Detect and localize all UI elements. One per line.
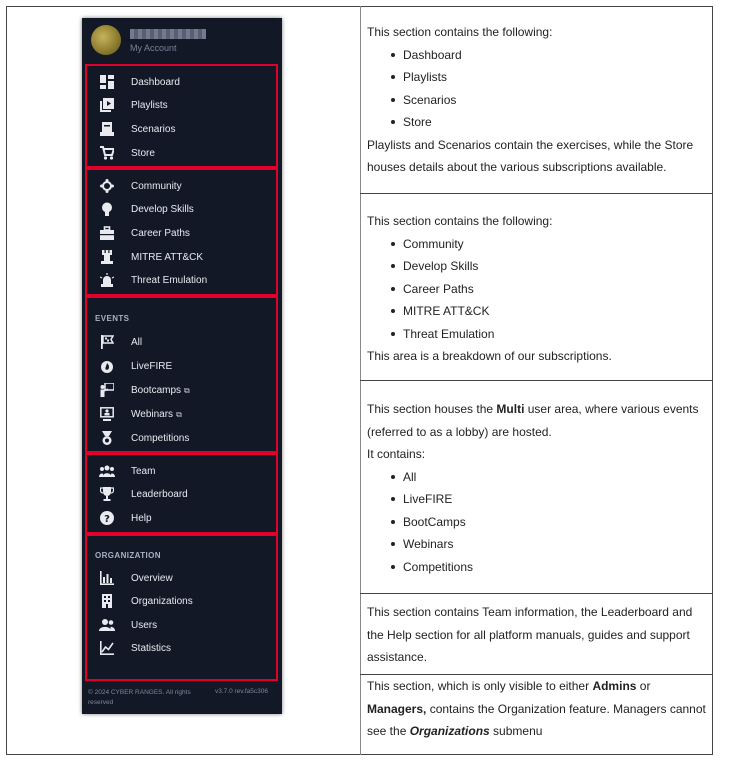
section-3-description bbox=[367, 398, 707, 578]
sidebar-item-label: Community bbox=[131, 181, 182, 192]
sidebar-item-label: Webinars ⧉ bbox=[131, 409, 182, 420]
sidebar-item-webinars[interactable] bbox=[87, 405, 276, 425]
my-account-link[interactable]: My Account bbox=[130, 43, 177, 53]
sidebar-screenshot bbox=[82, 18, 282, 714]
sidebar-item-label: Team bbox=[131, 466, 156, 477]
sidebar-item-label: Develop Skills bbox=[131, 204, 194, 215]
section-2-list bbox=[367, 233, 707, 346]
section-2-description bbox=[367, 210, 707, 368]
list-item: BootCamps bbox=[367, 511, 707, 534]
avatar[interactable] bbox=[91, 25, 121, 55]
dashboard-icon bbox=[99, 75, 115, 91]
sidebar-item-team[interactable] bbox=[87, 462, 276, 482]
sidebar-item-store[interactable] bbox=[87, 144, 276, 164]
section-3-intro: This section houses the Multi user area, where various events (referred to as a lobby) are hosted. bbox=[367, 402, 699, 439]
section-2-outro: This area is a breakdown of our subscriptions. bbox=[367, 349, 612, 363]
help-icon bbox=[99, 511, 115, 527]
building-icon bbox=[99, 594, 115, 610]
sidebar-item-label: Organizations bbox=[131, 596, 193, 607]
sidebar-item-label: LiveFIRE bbox=[131, 361, 173, 372]
rook-icon bbox=[99, 250, 115, 266]
sidebar-item-label: Overview bbox=[131, 573, 173, 584]
account-header[interactable] bbox=[82, 18, 282, 62]
sidebar-item-label: Leaderboard bbox=[131, 489, 188, 500]
section-5-description: This section, which is only visible to either Admins or Managers, contains the Organization feature. Managers cannot see the Organizations submenu bbox=[367, 679, 706, 738]
list-item: Develop Skills bbox=[367, 255, 707, 278]
sidebar-item-label: Competitions bbox=[131, 433, 190, 444]
sidebar-item-organizations[interactable] bbox=[87, 592, 276, 612]
list-item: Dashboard bbox=[367, 44, 707, 67]
nav-group-events bbox=[85, 296, 278, 453]
sidebar-item-leaderboard[interactable] bbox=[87, 485, 276, 505]
sidebar-item-label: MITRE ATT&CK bbox=[131, 252, 204, 263]
section-4-description: This section contains Team information, the Leaderboard and the Help section for all platform manuals, guides and support assistance. bbox=[367, 605, 693, 664]
sidebar-item-career-paths[interactable] bbox=[87, 224, 276, 244]
row-divider bbox=[360, 380, 713, 381]
nav-group-main bbox=[85, 64, 278, 168]
section-3-list bbox=[367, 466, 707, 579]
sidebar-item-all[interactable] bbox=[87, 333, 276, 353]
row-divider bbox=[360, 593, 713, 594]
medal-icon bbox=[99, 431, 115, 447]
sidebar-item-label: Scenarios bbox=[131, 124, 176, 135]
sidebar-item-label: Users bbox=[131, 620, 158, 631]
events-header: EVENTS bbox=[95, 314, 130, 323]
section-1-list bbox=[367, 44, 707, 134]
section-1-intro: This section contains the following: bbox=[367, 25, 553, 39]
sidebar-item-label: Career Paths bbox=[131, 228, 190, 239]
list-item: Playlists bbox=[367, 66, 707, 89]
sidebar-item-label: Bootcamps ⧉ bbox=[131, 385, 190, 396]
fire-icon bbox=[99, 359, 115, 375]
redacted-username bbox=[130, 29, 206, 39]
briefcase-icon bbox=[99, 226, 115, 242]
sidebar-item-label: All bbox=[131, 337, 143, 348]
sidebar-item-label: Statistics bbox=[131, 643, 172, 654]
footer-copyright: © 2024 CYBER RANGES. All rights reserved bbox=[88, 689, 191, 706]
sidebar-item-livefire[interactable] bbox=[87, 357, 276, 377]
organization-header: ORGANIZATION bbox=[95, 551, 161, 560]
list-item: Community bbox=[367, 233, 707, 256]
list-item: Webinars bbox=[367, 533, 707, 556]
sidebar-item-help[interactable] bbox=[87, 509, 276, 529]
list-item: Competitions bbox=[367, 556, 707, 579]
cart-icon bbox=[99, 146, 115, 162]
section-2-intro: This section contains the following: bbox=[367, 214, 553, 228]
section-3-contains: It contains: bbox=[367, 447, 426, 461]
section-1-outro: Playlists and Scenarios contain the exercises, while the Store houses details about the various subscriptions available. bbox=[367, 137, 694, 174]
flag-icon bbox=[99, 335, 115, 351]
trophy-icon bbox=[99, 487, 115, 503]
sidebar-item-statistics[interactable] bbox=[87, 639, 276, 659]
team-icon bbox=[99, 464, 115, 480]
nav-group-subscriptions bbox=[85, 168, 278, 296]
playlist-icon bbox=[99, 98, 115, 114]
sidebar-item-overview[interactable] bbox=[87, 569, 276, 589]
sidebar-item-users[interactable] bbox=[87, 616, 276, 636]
sidebar-item-scenarios[interactable] bbox=[87, 120, 276, 140]
line-chart-icon bbox=[99, 641, 115, 657]
scenario-icon bbox=[99, 122, 115, 138]
list-item: All bbox=[367, 466, 707, 489]
svg-text:?: ? bbox=[104, 514, 110, 525]
sidebar-item-community[interactable] bbox=[87, 177, 276, 197]
sidebar-item-bootcamps[interactable] bbox=[87, 381, 276, 401]
external-link-icon: ⧉ bbox=[176, 410, 182, 419]
section-1-description bbox=[367, 21, 707, 179]
list-item: Career Paths bbox=[367, 278, 707, 301]
list-item: LiveFIRE bbox=[367, 488, 707, 511]
bar-chart-icon bbox=[99, 571, 115, 587]
sidebar-item-dashboard[interactable] bbox=[87, 73, 276, 93]
sidebar-item-competitions[interactable] bbox=[87, 429, 276, 449]
lightbulb-icon bbox=[99, 202, 115, 218]
sidebar-item-label: Store bbox=[131, 148, 155, 159]
sidebar-item-threat-emulation[interactable] bbox=[87, 271, 276, 291]
siren-icon bbox=[99, 273, 115, 289]
row-divider bbox=[360, 193, 713, 194]
sidebar-item-mitre[interactable] bbox=[87, 248, 276, 268]
list-item: Threat Emulation bbox=[367, 323, 707, 346]
sidebar-item-playlists[interactable] bbox=[87, 96, 276, 116]
sidebar-item-label: Dashboard bbox=[131, 77, 180, 88]
sidebar-item-label: Help bbox=[131, 513, 152, 524]
sidebar-item-label: Threat Emulation bbox=[131, 275, 208, 286]
sidebar-item-label: Playlists bbox=[131, 100, 168, 111]
list-item: Store bbox=[367, 111, 707, 134]
list-item: Scenarios bbox=[367, 89, 707, 112]
sidebar-item-develop-skills[interactable] bbox=[87, 200, 276, 220]
external-link-icon: ⧉ bbox=[184, 386, 190, 395]
nav-group-team bbox=[85, 453, 278, 534]
footer-version: v3.7.0 rev.fa5c306 bbox=[215, 688, 268, 695]
community-icon bbox=[99, 179, 115, 195]
nav-group-organization bbox=[85, 534, 278, 681]
list-item: MITRE ATT&CK bbox=[367, 300, 707, 323]
users-icon bbox=[99, 618, 115, 634]
monitor-user-icon bbox=[99, 407, 115, 423]
presenter-icon bbox=[99, 383, 115, 399]
